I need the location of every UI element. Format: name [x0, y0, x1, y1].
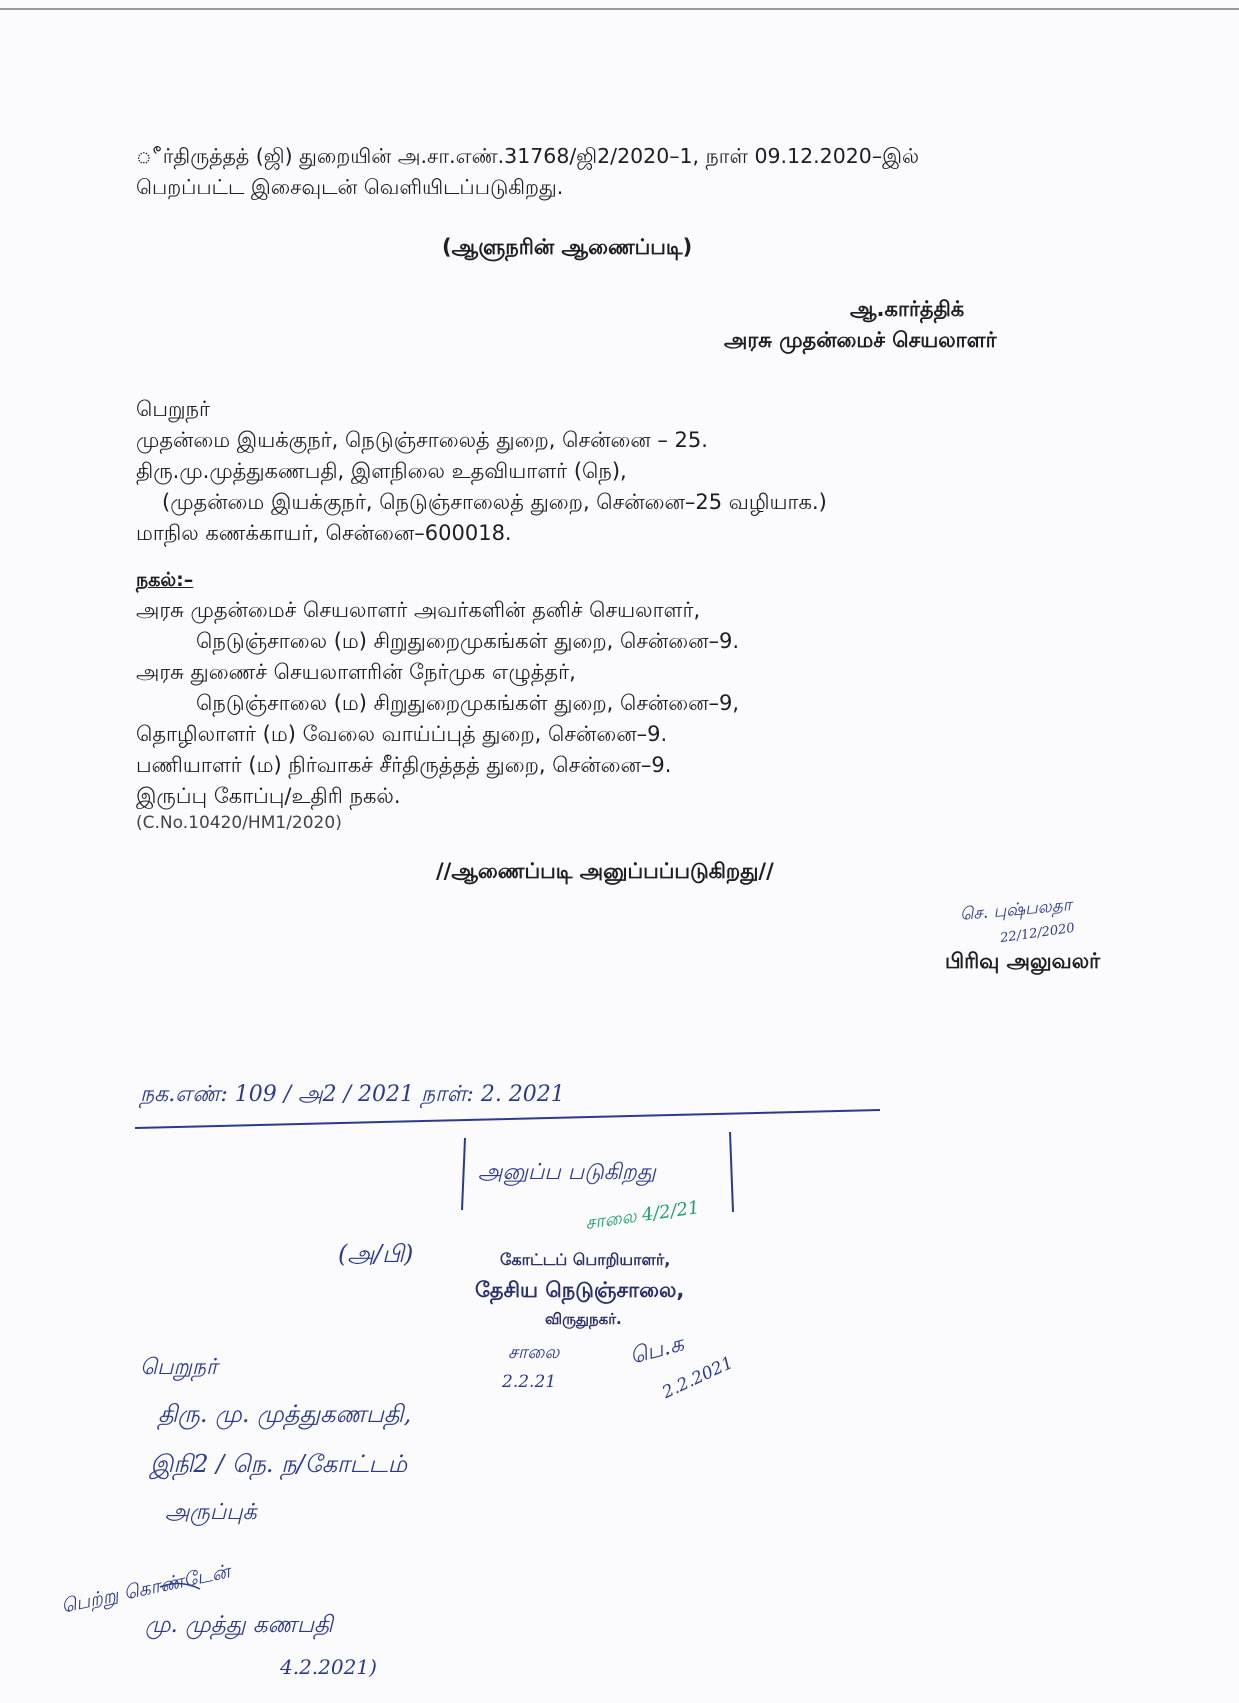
copy-item: பணியாளர் (ம) நிர்வாகச் சீர்திருத்தத் துறை, சென்னை–9.: [136, 753, 672, 777]
signature-1: சாலை: [508, 1342, 560, 1363]
handwritten-reference: நக.எண்: 109 / அ2 / 2021 நாள்: 2. 2021: [140, 1082, 565, 1107]
handwritten-recipient-name: திரு. மு. முத்துகணபதி,: [158, 1400, 412, 1428]
stamp-line-1: கோட்டப் பொறியாளர்,: [500, 1250, 671, 1269]
stamp-line-2: தேசிய நெடுஞ்சாலை,: [475, 1278, 685, 1302]
handwritten-recipient-office: இநி2 / நெ. ந/கோட்டம்: [150, 1450, 408, 1478]
order-heading: (ஆளுநரின் ஆணைப்படி): [442, 235, 693, 259]
forwarded-line: //ஆணைப்படி அனுப்பப்படுகிறது//: [436, 859, 774, 883]
handwritten-recipient-heading: பெறுநர்: [140, 1355, 218, 1380]
stamp-line-3: விருதுநகர்.: [545, 1310, 622, 1328]
signature-1-date: 2.2.21: [502, 1372, 557, 1392]
copy-item: அரசு துணைச் செயலாளரின் நேர்முக எழுத்தர்,: [136, 660, 576, 684]
copy-item: இருப்பு கோப்பு/உதிரி நகல்.: [136, 784, 401, 808]
intro-line-1: ீர்திருத்தத் (ஜி) துறையின் அ.சா.எண்.31768/ஜி2/2020–1, நாள் 09.12.2020–இல்: [136, 144, 920, 168]
intro-line-2: பெறப்பட்ட இசைவுடன் வெளியிடப்படுகிறது.: [136, 175, 564, 199]
section-officer-initials: செ. புஷ்பலதா: [959, 895, 1073, 925]
signatory-title: அரசு முதன்மைச் செயலாளர்: [724, 328, 997, 352]
acknowledgement-name: மு. முத்து கணபதி: [145, 1612, 333, 1638]
green-signature: சாலை 4/2/21: [583, 1197, 701, 1234]
recipient-item: மாநில கணக்காயர், சென்னை–600018.: [136, 521, 512, 545]
copy-item: நெடுஞ்சாலை (ம) சிறுதுறைமுகங்கள் துறை, சென்னை–9,: [196, 691, 740, 715]
handwritten-ab: (அ/பி): [338, 1240, 414, 1268]
recipients-heading: பெறுநர்: [136, 397, 210, 421]
recipient-item: (முதன்மை இயக்குநர், நெடுஞ்சாலைத் துறை, சென்னை–25 வழியாக.): [162, 490, 827, 514]
section-officer-title: பிரிவு அலுவலர்: [945, 949, 1101, 973]
signatory-name: ஆ.கார்த்திக்: [850, 297, 965, 321]
recipient-item: முதன்மை இயக்குநர், நெடுஞ்சாலைத் துறை, சென்னை – 25.: [136, 428, 708, 452]
acknowledgement-date: 4.2.2021): [280, 1655, 377, 1679]
signature-2-date: 2.2.2021: [659, 1352, 737, 1404]
acknowledgement-text: பெற்று கொண்டேன்: [59, 1560, 232, 1618]
section-officer-date: 22/12/2020: [999, 920, 1076, 947]
handwritten-box-text: அனுப்ப படுகிறது: [478, 1160, 656, 1185]
copy-item: நெடுஞ்சாலை (ம) சிறுதுறைமுகங்கள் துறை, சென்னை–9.: [196, 629, 740, 653]
file-number: (C.No.10420/HM1/2020): [136, 813, 342, 833]
handwritten-recipient-place: அருப்புக்: [165, 1500, 257, 1525]
recipient-item: திரு.மு.முத்துகணபதி, இளநிலை உதவியாளர் (நெ),: [136, 459, 627, 483]
copy-item: அரசு முதன்மைச் செயலாளர் அவர்களின் தனிச் செயலாளர்,: [136, 598, 701, 622]
copy-heading: நகல்:–: [136, 569, 194, 591]
signature-2: பெ.க: [627, 1331, 687, 1370]
copy-item: தொழிலாளர் (ம) வேலை வாய்ப்புத் துறை, சென்னை–9.: [136, 722, 668, 746]
